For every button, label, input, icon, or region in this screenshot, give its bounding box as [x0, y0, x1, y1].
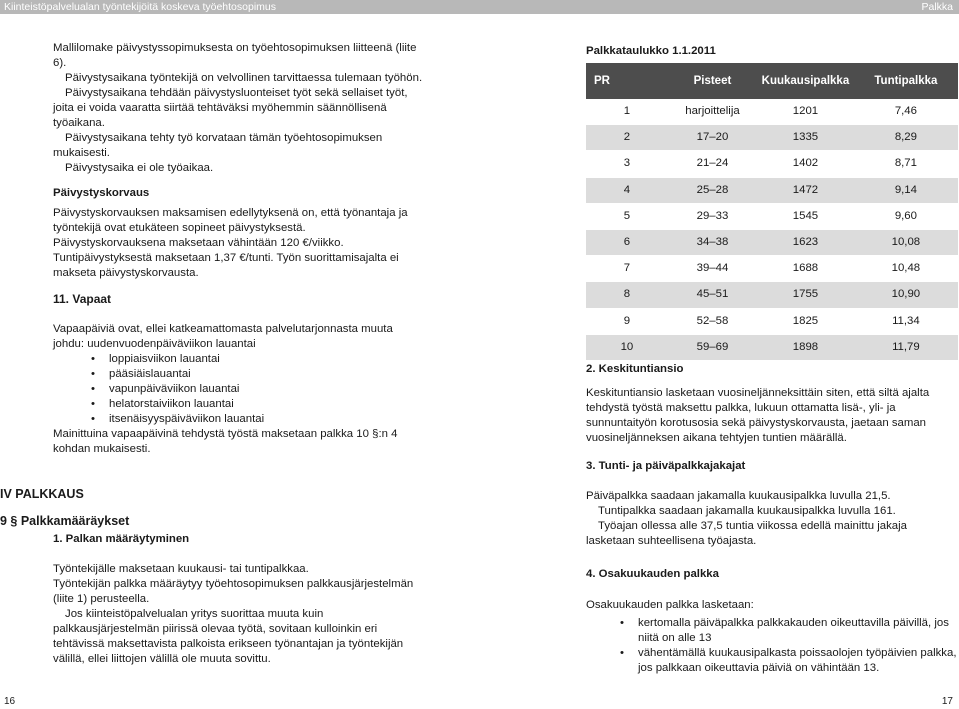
table-row	[586, 203, 958, 229]
table-cell: 10	[586, 334, 668, 360]
subsection-title: 3. Tunti- ja päiväpalkkajakajat	[586, 460, 746, 472]
table-cell: 39–44	[668, 256, 757, 282]
table-cell: 1335	[757, 125, 854, 151]
left-top-block	[53, 41, 426, 176]
table-cell: 3	[586, 151, 668, 177]
table-cell: 1755	[757, 282, 854, 308]
salary-table-block	[586, 44, 958, 361]
paragraph: Päivystyskorvauksena maksetaan vähintään 120 €/viikko.	[53, 237, 344, 249]
subsection-title: 2. Keskituntiansio	[586, 363, 684, 375]
paragraph: Päivystysaika ei ole työaikaa.	[65, 162, 214, 174]
table-cell: 45–51	[668, 282, 757, 308]
paragraph: Osakuukauden palkka lasketaan:	[586, 599, 754, 611]
table-cell: 1898	[757, 334, 854, 360]
table-cell: 1623	[757, 229, 854, 255]
column-header: Pisteet	[668, 63, 757, 99]
table-row	[586, 308, 958, 334]
table-cell: 10,48	[854, 256, 958, 282]
table-cell: 11,79	[854, 334, 958, 360]
page-number-right: 17	[941, 696, 953, 707]
table-cell: 8,29	[854, 125, 958, 151]
paragraph: Työntekijälle maksetaan kuukausi- tai tuntipalkkaa.	[53, 563, 309, 575]
list-item: • kertomalla päiväpalkka palkkakauden oikeuttavilla päivillä, jos niitä on alle 13	[620, 616, 958, 646]
list-item: • loppiaisviikon lauantai	[91, 352, 426, 367]
table-cell: 59–69	[668, 334, 757, 360]
table-row	[586, 334, 958, 360]
section-heading: 11. Vapaat	[53, 292, 112, 306]
table-row	[586, 256, 958, 282]
header-section: Palkka	[921, 1, 953, 13]
table-cell: 10,90	[854, 282, 958, 308]
table-cell: 4	[586, 177, 668, 203]
paragraph: Päiväpalkka saadaan jakamalla kuukausipalkka luvulla 21,5.	[586, 490, 891, 502]
chapter-title: IV PALKKAUS	[0, 487, 84, 501]
table-title: Palkkataulukko 1.1.2011	[586, 45, 716, 57]
paragraph: Vapaapäiviä ovat, ellei katkeamattomasta palvelutarjonnasta muuta johdu: uudenvuodenpäiväviikon lauantai	[53, 323, 393, 350]
table-row	[586, 125, 958, 151]
holiday-list	[91, 352, 426, 427]
section-heading: Päivystyskorvaus	[53, 187, 150, 199]
table-cell: 1825	[757, 308, 854, 334]
paragraph: Mainittuina vapaapäivinä tehdystä työstä maksetaan palkka 10 §:n 4 kohdan mukaisesti.	[53, 428, 398, 455]
paragraph: Mallilomake päivystyssopimuksesta on työehtosopimuksen liitteenä (liite 6).	[53, 42, 417, 69]
vapaat-block	[53, 292, 426, 457]
table-cell: 8,71	[854, 151, 958, 177]
table-row	[586, 151, 958, 177]
column-header: Tuntipalkka	[854, 63, 958, 99]
paragraph: Työajan ollessa alle 37,5 tuntia viikossa edellä mainittu jakaja lasketaan suhteellisena työajasta.	[586, 520, 907, 547]
table-cell: 25–28	[668, 177, 757, 203]
table-cell: 21–24	[668, 151, 757, 177]
table-cell: 1201	[757, 99, 854, 125]
salary-table	[586, 63, 958, 361]
table-cell: 1472	[757, 177, 854, 203]
list-item: • pääsiäislauantai	[91, 367, 426, 382]
paragraph: Tuntipalkka saadaan jakamalla kuukausipalkka luvulla 161.	[598, 505, 896, 517]
table-cell: 5	[586, 203, 668, 229]
osa-list	[620, 616, 958, 676]
list-item: • itsenäisyyspäiväviikon lauantai	[91, 412, 426, 427]
table-row	[586, 177, 958, 203]
table-cell: 9,60	[854, 203, 958, 229]
list-item: • helatorstaiviikon lauantai	[91, 397, 426, 412]
paragraph: Päivystysaikana työntekijä on velvollinen tarvittaessa tulemaan työhön.	[65, 72, 423, 84]
subsection-title: 4. Osakuukauden palkka	[586, 568, 719, 580]
tunti-block	[586, 459, 958, 549]
table-cell: harjoittelija	[668, 99, 757, 125]
section-title: 9 § Palkkamääräykset	[0, 514, 130, 528]
table-cell: 10,08	[854, 229, 958, 255]
table-cell: 29–33	[668, 203, 757, 229]
header-title: Kiinteistöpalvelualan työntekijöitä koskeva työehtosopimus	[4, 1, 276, 13]
subsection-title: 1. Palkan määräytyminen	[53, 533, 190, 545]
korvaus-block	[53, 186, 426, 281]
palkkaus-block	[0, 487, 430, 667]
table-cell: 11,34	[854, 308, 958, 334]
column-header: PR	[586, 63, 668, 99]
osa-block	[586, 567, 958, 676]
table-cell: 7	[586, 256, 668, 282]
table-cell: 1545	[757, 203, 854, 229]
table-cell: 8	[586, 282, 668, 308]
paragraph: Työntekijän palkka määräytyy työehtosopimuksen palkkausjärjestelmän (liite 1) perusteella.	[53, 578, 414, 605]
table-header-row	[586, 63, 958, 99]
paragraph: Keskituntiansio lasketaan vuosineljänneksittäin siten, että siltä ajalta tehdystä työstä maksettu palkka, lukuun ottamatta lisä-, yli- ja sunnuntaityön korotusosia sekä päivystyskorvausta, jaetaan saman vuosineljänneksen aikana tehtyjen tuntien määrällä.	[586, 387, 930, 444]
table-cell: 6	[586, 229, 668, 255]
table-cell: 34–38	[668, 229, 757, 255]
paragraph: Jos kiinteistöpalvelualan yritys suorittaa muuta kuin palkkausjärjestelmän piirissä olevaa työtä, sovitaan kulloinkin eri tehtävissä maksettavista palkoista erikseen työnantajan ja työntekijän välillä, ellei liittojen välillä ole muuta sovittu.	[53, 608, 404, 665]
table-cell: 9,14	[854, 177, 958, 203]
table-row	[586, 282, 958, 308]
running-header	[0, 0, 959, 14]
paragraph: Päivystysaikana tehty työ korvataan tämän työehtosopimuksen mukaisesti.	[53, 132, 383, 159]
paragraph: Päivystyskorvauksen maksamisen edellytyksenä on, että työnantaja ja työntekijä ovat etukäteen sopineet päivystyksestä.	[53, 207, 408, 234]
table-row	[586, 99, 958, 125]
table-cell: 1688	[757, 256, 854, 282]
paragraph: Päivystysaikana tehdään päivystysluonteiset työt sekä sellaiset työt, joita ei voida vaaratta siirtää tehtäväksi myöhemmin säännöllisenä työaikana.	[53, 87, 408, 129]
list-item: • vähentämällä kuukausipalkasta poissaolojen työpäivien palkka, jos palkkaan oikeuttavia päiviä on vähintään 13.	[620, 646, 958, 676]
keski-block	[586, 362, 958, 446]
table-cell: 9	[586, 308, 668, 334]
table-row	[586, 229, 958, 255]
paragraph: Tuntipäivystyksestä maksetaan 1,37 €/tunti. Työn suorittamisajalta ei makseta päivystyskorvausta.	[53, 252, 399, 279]
table-cell: 52–58	[668, 308, 757, 334]
table-cell: 1402	[757, 151, 854, 177]
page-number-left: 16	[4, 696, 16, 707]
table-cell: 17–20	[668, 125, 757, 151]
table-cell: 7,46	[854, 99, 958, 125]
table-cell: 1	[586, 99, 668, 125]
list-item: • vapunpäiväviikon lauantai	[91, 382, 426, 397]
column-header: Kuukausipalkka	[757, 63, 854, 99]
table-cell: 2	[586, 125, 668, 151]
